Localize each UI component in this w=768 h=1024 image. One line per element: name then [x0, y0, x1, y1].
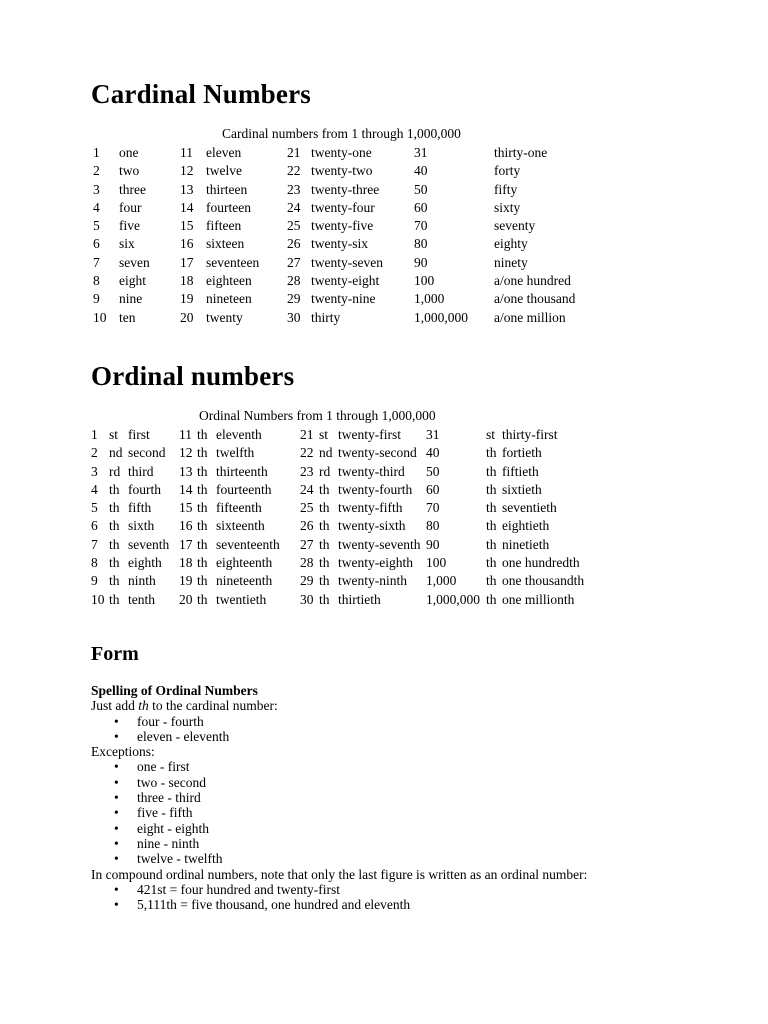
- table-cell: thirty-one: [494, 145, 548, 160]
- form-content: [91, 683, 711, 912]
- table-cell: 90: [414, 254, 428, 270]
- table-cell: 5: [91, 500, 98, 516]
- table-cell: 24: [287, 199, 301, 215]
- spelling-heading: Spelling of Ordinal Numbers: [91, 683, 258, 698]
- table-cell: 40: [414, 163, 428, 179]
- table-cell: thirty: [311, 309, 341, 325]
- table-cell: 1: [93, 145, 100, 160]
- table-cell: 1,000,000: [414, 309, 468, 325]
- table-cell: fifth: [128, 500, 152, 516]
- ordinal-row: [91, 444, 602, 462]
- table-cell: twenty-eighth: [338, 555, 413, 571]
- table-cell: th: [197, 536, 208, 552]
- table-cell: 12: [179, 445, 193, 461]
- table-cell: eighteen: [206, 273, 252, 289]
- table-cell: ten: [119, 309, 136, 325]
- table-cell: th: [197, 445, 208, 461]
- table-cell: th: [319, 573, 330, 589]
- table-cell: one hundredth: [502, 555, 580, 571]
- table-cell: 6: [93, 236, 100, 252]
- table-cell: th: [486, 591, 497, 607]
- table-cell: ninety: [494, 254, 528, 270]
- table-cell: twenty-fourth: [338, 481, 413, 497]
- list-item: • four - fourth: [91, 714, 711, 729]
- list-item: • 5,111th = five thousand, one hundred and eleventh: [91, 897, 711, 912]
- table-cell: nine: [119, 291, 143, 307]
- ordinal-row: [91, 572, 602, 590]
- table-cell: fifty: [494, 181, 518, 197]
- cardinal-row: [93, 254, 604, 272]
- table-cell: twenty: [206, 309, 243, 325]
- list-item: • two - second: [91, 775, 711, 790]
- table-cell: 24: [300, 481, 314, 497]
- table-cell: rd: [109, 463, 121, 479]
- table-cell: 8: [93, 273, 100, 289]
- table-cell: twenty-one: [311, 145, 372, 160]
- intro-after: to the cardinal number:: [148, 698, 278, 714]
- table-cell: three: [119, 181, 146, 197]
- table-cell: 60: [426, 481, 440, 497]
- table-cell: fifteenth: [216, 500, 262, 516]
- table-cell: 70: [414, 218, 428, 234]
- table-cell: 90: [426, 536, 440, 552]
- table-cell: 8: [91, 555, 98, 571]
- table-cell: eightieth: [502, 518, 550, 534]
- table-cell: twenty-four: [311, 199, 375, 215]
- table-cell: th: [109, 500, 120, 516]
- table-cell: 31: [414, 145, 428, 160]
- table-cell: 1: [91, 427, 98, 442]
- table-cell: th: [319, 481, 330, 497]
- table-cell: 10: [91, 591, 105, 607]
- table-cell: sixteenth: [216, 518, 265, 534]
- table-cell: tenth: [128, 591, 155, 607]
- table-cell: twentieth: [216, 591, 267, 607]
- table-cell: nd: [109, 445, 123, 461]
- table-cell: th: [109, 573, 120, 589]
- table-cell: a/one hundred: [494, 273, 571, 289]
- intro-before: Just add: [91, 698, 139, 714]
- table-cell: 50: [414, 181, 428, 197]
- ordinal-row: [91, 554, 602, 572]
- table-cell: 16: [179, 518, 193, 534]
- table-cell: 31: [426, 427, 440, 442]
- table-cell: fifteen: [206, 218, 242, 234]
- table-cell: th: [109, 518, 120, 534]
- table-cell: eighty: [494, 236, 528, 252]
- table-cell: 2: [91, 445, 98, 461]
- table-cell: 19: [179, 573, 193, 589]
- table-cell: 28: [287, 273, 301, 289]
- table-cell: 70: [426, 500, 440, 516]
- ordinal-row: [91, 591, 602, 609]
- cardinal-row: [93, 272, 604, 290]
- table-cell: two: [119, 163, 140, 179]
- table-cell: 80: [426, 518, 440, 534]
- table-cell: th: [197, 481, 208, 497]
- table-cell: 1,000,000: [426, 591, 480, 607]
- table-cell: nineteen: [206, 291, 252, 307]
- table-cell: 12: [180, 163, 194, 179]
- table-cell: th: [109, 536, 120, 552]
- table-cell: twenty-two: [311, 163, 373, 179]
- table-cell: third: [128, 463, 154, 479]
- table-cell: twenty-second: [338, 445, 417, 461]
- table-cell: one thousandth: [502, 573, 585, 589]
- table-cell: th: [486, 463, 497, 479]
- list-item: • nine - ninth: [91, 836, 711, 851]
- table-cell: th: [197, 463, 208, 479]
- cardinal-row: [93, 290, 604, 308]
- table-cell: eighth: [128, 555, 162, 571]
- table-cell: 19: [180, 291, 194, 307]
- table-cell: 23: [300, 463, 314, 479]
- ordinal-row: [91, 463, 602, 481]
- table-cell: 15: [180, 218, 194, 234]
- table-cell: forty: [494, 163, 521, 179]
- ordinal-table: [91, 426, 602, 609]
- list-item: • one - first: [91, 759, 711, 774]
- cardinal-title: Cardinal Numbers: [91, 79, 311, 109]
- cardinal-row: [93, 217, 604, 235]
- table-cell: twenty-fifth: [338, 500, 403, 516]
- table-cell: 13: [180, 181, 194, 197]
- table-cell: 60: [414, 199, 428, 215]
- table-cell: thirteenth: [216, 463, 268, 479]
- table-cell: nd: [319, 445, 333, 461]
- table-cell: 21: [300, 427, 314, 442]
- table-cell: seventy: [494, 218, 536, 234]
- table-cell: st: [486, 427, 496, 442]
- table-cell: seventeen: [206, 254, 260, 270]
- table-cell: th: [319, 555, 330, 571]
- list-item: • 421st = four hundred and twenty-first: [91, 882, 711, 897]
- table-cell: thirtieth: [338, 591, 381, 607]
- list-item: • twelve - twelfth: [91, 851, 711, 866]
- table-cell: 29: [300, 573, 314, 589]
- table-cell: seventieth: [502, 500, 557, 516]
- table-cell: ninth: [128, 573, 156, 589]
- table-cell: 9: [91, 573, 98, 589]
- list-item: • eleven - eleventh: [91, 729, 711, 744]
- table-cell: th: [197, 555, 208, 571]
- table-cell: 27: [300, 536, 314, 552]
- table-cell: fortieth: [502, 445, 542, 461]
- table-cell: seventeenth: [216, 536, 280, 552]
- table-cell: 1,000: [414, 291, 445, 307]
- table-cell: 3: [91, 463, 98, 479]
- table-cell: th: [109, 481, 120, 497]
- table-cell: 11: [179, 427, 192, 442]
- table-cell: eighteenth: [216, 555, 273, 571]
- table-cell: th: [486, 536, 497, 552]
- table-cell: 50: [426, 463, 440, 479]
- table-cell: 10: [93, 309, 107, 325]
- cardinal-row: [93, 181, 604, 199]
- table-cell: 30: [287, 309, 301, 325]
- compound-examples-list: [91, 882, 711, 913]
- table-cell: eleventh: [216, 427, 262, 442]
- table-cell: th: [197, 518, 208, 534]
- table-cell: twenty-seven: [311, 254, 383, 270]
- table-cell: twenty-sixth: [338, 518, 406, 534]
- table-cell: st: [319, 427, 329, 442]
- table-cell: th: [486, 481, 497, 497]
- table-cell: 17: [180, 254, 194, 270]
- ordinal-caption: Ordinal Numbers from 1 through 1,000,000: [199, 408, 436, 423]
- table-cell: th: [486, 573, 497, 589]
- list-item: • five - fifth: [91, 805, 711, 820]
- table-cell: 27: [287, 254, 301, 270]
- table-cell: twelfth: [216, 445, 255, 461]
- table-cell: thirteen: [206, 181, 248, 197]
- table-cell: four: [119, 199, 142, 215]
- table-cell: 25: [300, 500, 314, 516]
- table-cell: th: [486, 445, 497, 461]
- table-cell: twenty-third: [338, 463, 405, 479]
- spelling-intro: [91, 698, 711, 713]
- table-cell: 18: [180, 273, 194, 289]
- cardinal-row: [93, 162, 604, 180]
- table-cell: th: [319, 518, 330, 534]
- cardinal-row: [93, 235, 604, 253]
- table-cell: 30: [300, 591, 314, 607]
- table-cell: second: [128, 445, 166, 461]
- cardinal-row: [93, 309, 604, 327]
- table-cell: 20: [179, 591, 193, 607]
- table-cell: 23: [287, 181, 301, 197]
- table-cell: one: [119, 145, 139, 160]
- table-cell: 80: [414, 236, 428, 252]
- table-cell: th: [486, 518, 497, 534]
- table-cell: a/one thousand: [494, 291, 576, 307]
- table-cell: 14: [179, 481, 193, 497]
- ordinal-row: [91, 426, 602, 444]
- table-cell: 28: [300, 555, 314, 571]
- table-cell: th: [319, 536, 330, 552]
- table-cell: fourteen: [206, 199, 251, 215]
- cardinal-row: [93, 144, 604, 162]
- table-cell: 4: [91, 481, 98, 497]
- table-cell: th: [197, 591, 208, 607]
- table-cell: 100: [426, 555, 447, 571]
- table-cell: 13: [179, 463, 193, 479]
- table-cell: nineteenth: [216, 573, 273, 589]
- table-cell: st: [109, 427, 119, 442]
- table-cell: th: [319, 591, 330, 607]
- table-cell: ninetieth: [502, 536, 550, 552]
- table-cell: 16: [180, 236, 194, 252]
- table-cell: th: [486, 555, 497, 571]
- table-cell: th: [319, 500, 330, 516]
- table-cell: th: [197, 427, 208, 442]
- table-cell: 9: [93, 291, 100, 307]
- table-cell: 18: [179, 555, 193, 571]
- table-cell: 3: [93, 181, 100, 197]
- table-cell: twenty-six: [311, 236, 368, 252]
- table-cell: 1,000: [426, 573, 457, 589]
- table-cell: 29: [287, 291, 301, 307]
- table-cell: first: [128, 427, 150, 442]
- table-cell: twelve: [206, 163, 242, 179]
- table-cell: th: [486, 500, 497, 516]
- table-cell: 20: [180, 309, 194, 325]
- table-cell: 17: [179, 536, 193, 552]
- table-cell: 100: [414, 273, 435, 289]
- table-cell: th: [197, 573, 208, 589]
- table-cell: a/one million: [494, 309, 566, 325]
- table-cell: twenty-seventh: [338, 536, 421, 552]
- table-cell: twenty-nine: [311, 291, 376, 307]
- ordinal-row: [91, 517, 602, 535]
- table-cell: 5: [93, 218, 100, 234]
- compound-note: In compound ordinal numbers, note that only the last figure is written as an ordinal number:: [91, 866, 588, 882]
- table-cell: seven: [119, 254, 150, 270]
- table-cell: 15: [179, 500, 193, 516]
- table-cell: twenty-first: [338, 427, 401, 442]
- table-cell: 40: [426, 445, 440, 461]
- table-cell: 11: [180, 145, 193, 160]
- table-cell: seventh: [128, 536, 170, 552]
- list-item: • eight - eighth: [91, 821, 711, 836]
- table-cell: rd: [319, 463, 331, 479]
- table-cell: six: [119, 236, 135, 252]
- cardinal-caption: Cardinal numbers from 1 through 1,000,000: [222, 126, 461, 141]
- intro-emphasis: th: [138, 698, 149, 714]
- table-cell: fourteenth: [216, 481, 272, 497]
- table-cell: twenty-eight: [311, 273, 380, 289]
- table-cell: twenty-five: [311, 218, 374, 234]
- table-cell: eleven: [206, 145, 242, 160]
- table-cell: twenty-three: [311, 181, 380, 197]
- table-cell: 21: [287, 145, 301, 160]
- table-cell: twenty-ninth: [338, 573, 407, 589]
- table-cell: 7: [93, 254, 100, 270]
- ordinal-title: Ordinal numbers: [91, 361, 295, 391]
- exceptions-label: Exceptions:: [91, 744, 155, 760]
- table-cell: five: [119, 218, 140, 234]
- table-cell: eight: [119, 273, 146, 289]
- table-cell: th: [109, 591, 120, 607]
- table-cell: sixth: [128, 518, 155, 534]
- table-cell: sixty: [494, 199, 521, 215]
- table-cell: th: [109, 555, 120, 571]
- table-cell: 26: [287, 236, 301, 252]
- exceptions-list: [91, 759, 711, 866]
- table-cell: 6: [91, 518, 98, 534]
- table-cell: th: [197, 500, 208, 516]
- ordinal-row: [91, 499, 602, 517]
- form-title: Form: [91, 643, 139, 665]
- table-cell: 2: [93, 163, 100, 179]
- list-item: • three - third: [91, 790, 711, 805]
- cardinal-row: [93, 199, 604, 217]
- table-cell: 7: [91, 536, 98, 552]
- table-cell: 14: [180, 199, 194, 215]
- table-cell: sixteen: [206, 236, 245, 252]
- ordinal-row: [91, 481, 602, 499]
- cardinal-table: [93, 144, 604, 327]
- table-cell: thirty-first: [502, 427, 558, 442]
- table-cell: 22: [287, 163, 301, 179]
- examples-list: [91, 714, 711, 745]
- table-cell: one millionth: [502, 591, 575, 607]
- table-cell: sixtieth: [502, 481, 542, 497]
- table-cell: 4: [93, 199, 100, 215]
- table-cell: 25: [287, 218, 301, 234]
- table-cell: fourth: [128, 481, 161, 497]
- table-cell: 22: [300, 445, 314, 461]
- table-cell: 26: [300, 518, 314, 534]
- ordinal-row: [91, 536, 602, 554]
- table-cell: fiftieth: [502, 463, 539, 479]
